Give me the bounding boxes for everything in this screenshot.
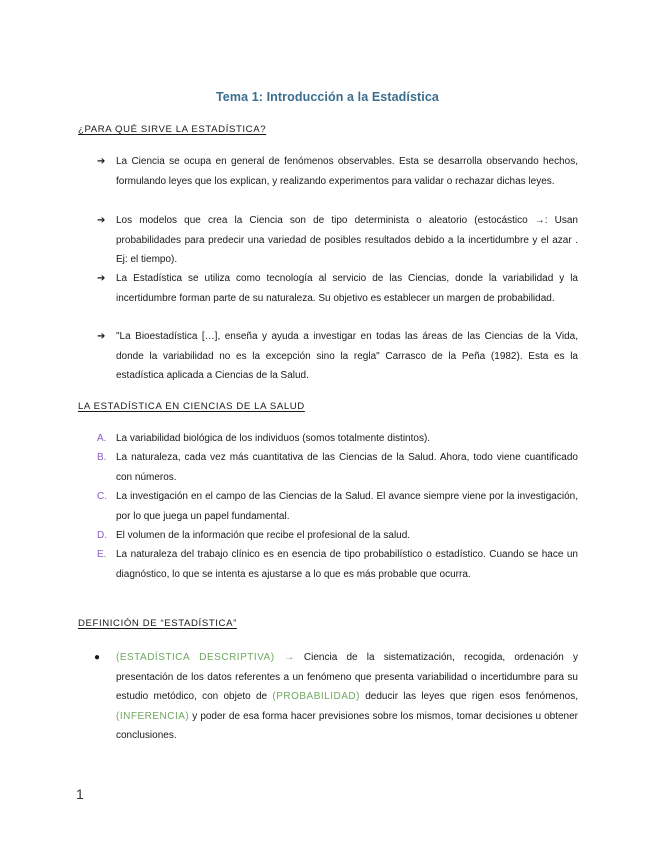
section-heading-health-sciences: LA ESTADÍSTICA EN CIENCIAS DE LA SALUD bbox=[78, 401, 305, 412]
list-item: "La Bioestadística […], enseña y ayuda a investigar en todas las áreas de las Ciencias de la Vida, donde la variabilidad no es la excepción sino la regla" Carrasco de la Peña (1982). Esta es la estadística aplicada a Ciencias de la Salud. bbox=[116, 331, 578, 381]
list-letter: A. bbox=[97, 433, 107, 444]
list-item: La naturaleza del trabajo clínico es en esencia de tipo probabilístico o estadístico. Cuando se hace un diagnóstico, lo que se intenta es ajustarse a lo que es más probable que ocurra. bbox=[116, 549, 578, 580]
list-letter: C. bbox=[97, 491, 107, 502]
list-item: La variabilidad biológica de los individuos (somos totalmente distintos). bbox=[116, 433, 431, 444]
list-item: El volumen de la información que recibe el profesional de la salud. bbox=[116, 530, 411, 541]
page-title: Tema 1: Introducción a la Estadística bbox=[216, 90, 439, 104]
arrow-icon: ➔ bbox=[97, 331, 106, 342]
list-item: La Ciencia se ocupa en general de fenómenos observables. Esta se desarrolla observando hechos, formulando leyes que los explican, y realizando experimentos para validar o rechazar dichas leyes. bbox=[116, 156, 578, 187]
bullet-icon: ● bbox=[94, 652, 101, 663]
arrow-icon: ➔ bbox=[97, 156, 106, 167]
list-item: Los modelos que crea la Ciencia son de tipo determinista o aleatorio (estocástico →: Usan probabilidades para predecir una variedad de posibles resultados debido a la incertidumbre y el azar . Ej: el tiempo). bbox=[116, 215, 578, 265]
section-heading-definition: DEFINICIÓN DE “ESTADÍSTICA” bbox=[78, 618, 237, 629]
page-number: 1 bbox=[76, 786, 84, 802]
definition-text: y poder de esa forma hacer previsiones sobre los mismos, tomar decisiones u obtener conclusiones. bbox=[116, 710, 578, 741]
list-item: La naturaleza, cada vez más cuantitativa de las Ciencias de la Salud. Ahora, todo viene cuantificado con números. bbox=[116, 452, 578, 483]
keyword-inference: (INFERENCIA) bbox=[116, 710, 190, 722]
list-letter: E. bbox=[97, 549, 107, 560]
definition-paragraph bbox=[116, 648, 578, 746]
section-heading-purpose: ¿PARA QUÉ SIRVE LA ESTADÍSTICA? bbox=[78, 124, 267, 135]
list-letter: B. bbox=[97, 452, 107, 463]
arrow-icon: ➔ bbox=[97, 273, 106, 284]
keyword-probability: (PROBABILIDAD) bbox=[272, 691, 360, 702]
arrow-icon: ➔ bbox=[97, 215, 106, 226]
list-letter: D. bbox=[97, 530, 107, 541]
keyword-descriptive-statistics: (ESTADÍSTICA DESCRIPTIVA) → bbox=[116, 652, 295, 663]
list-item: La Estadística se utiliza como tecnología al servicio de las Ciencias, donde la variabilidad y la incertidumbre forman parte de su naturaleza. Su objetivo es establecer un margen de probabilidad. bbox=[116, 273, 578, 304]
definition-text: Ciencia de la sistematización, recogida, ordenación y presentación de los datos referentes a un fenómeno que presenta variabilidad o incertidumbre para su estudio metódico, con objeto de bbox=[116, 652, 579, 702]
definition-text: deducir las leyes que rigen esos fenómenos, bbox=[365, 691, 578, 702]
list-item: La investigación en el campo de las Ciencias de la Salud. El avance siempre viene por la investigación, por lo que juega un papel fundamental. bbox=[116, 491, 578, 522]
